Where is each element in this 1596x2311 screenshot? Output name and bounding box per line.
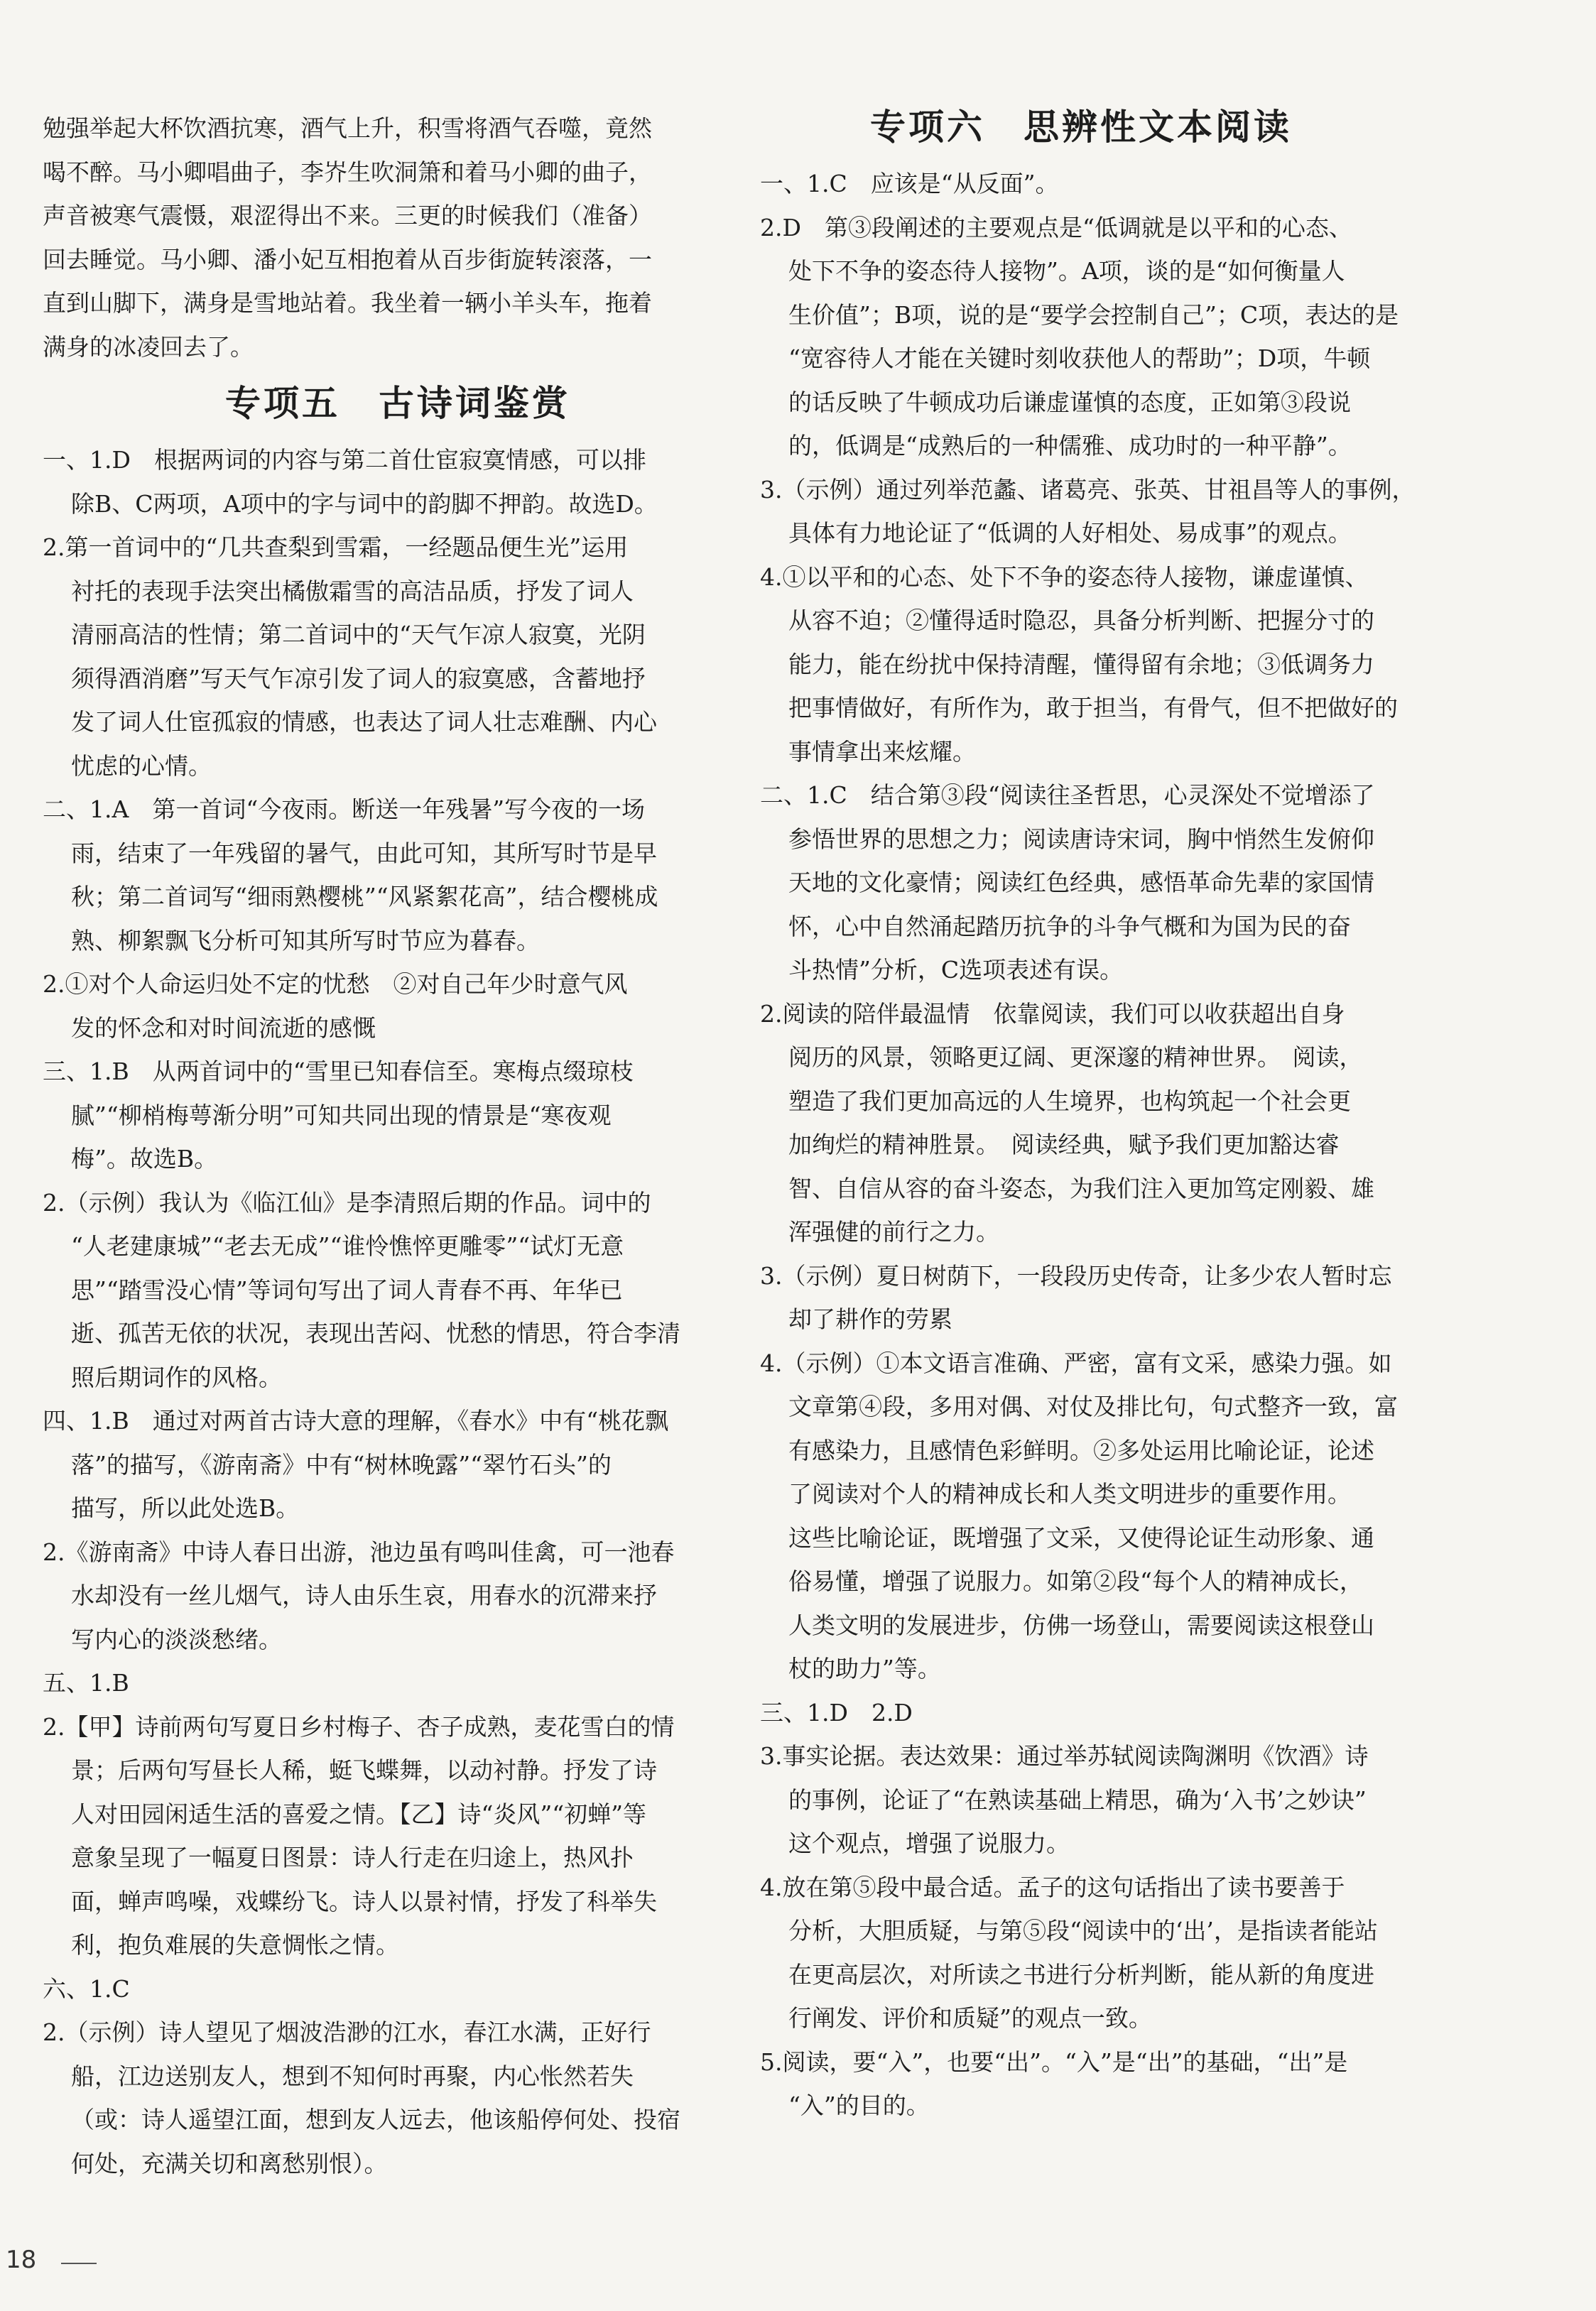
text-line: 四、1.B 通过对两首古诗大意的理解，《春水》中有“桃花飘 <box>43 1407 669 1435</box>
text-line: 回去睡觉。马小卿、潘小妃互相抱着从百步街旋转滚落，一 <box>43 245 652 273</box>
text-line: 水却没有一丝儿烟气，诗人由乐生哀，用春水的沉滞来抒 <box>71 1582 657 1609</box>
text-line: 发了词人仕宦孤寂的情感，也表达了词人壮志难酬、内心 <box>71 708 657 736</box>
text-line: 浑强健的前行之力。 <box>788 1218 999 1246</box>
text-line: 能力，能在纷扰中保持清醒，懂得留有余地；③低调务力 <box>788 650 1374 678</box>
text-line: 三、1.D 2.D <box>760 1698 913 1727</box>
text-line: 一、1.C 应该是“从反面”。 <box>760 170 1059 197</box>
section-five-answers <box>43 438 753 2185</box>
text-line: 杖的助力”等。 <box>788 1655 941 1682</box>
text-line: 雨，结束了一年残留的暑气，由此可知，其所写时节是早 <box>71 839 657 867</box>
text-line: 船，江边送别友人，想到不知何时再聚，内心怅然若失 <box>71 2062 634 2090</box>
text-line: 二、1.C 结合第③段“阅读往圣哲思，心灵深处不觉增添了 <box>760 781 1375 809</box>
text-line: 处下不争的姿态待人接物”。A项，谈的是“如何衡量人 <box>788 257 1345 285</box>
page-number-rule <box>61 2263 97 2264</box>
text-line: 智、自信从容的奋斗姿态，为我们注入更加笃定刚毅、雄 <box>788 1174 1374 1202</box>
text-line: 3.事实论据。表达效果：通过举苏轼阅读陶渊明《饮酒》诗 <box>760 1742 1369 1770</box>
text-line: 落”的描写，《游南斋》中有“树林晚露”“翠竹石头”的 <box>71 1450 612 1479</box>
section-five-title: 专项五 古诗词鉴赏 <box>225 383 570 424</box>
text-line: 秋；第二首词写“细雨熟樱桃”“风紧絮花高”，结合樱桃成 <box>71 883 658 910</box>
text-line: 行阐发、评价和质疑”的观点一致。 <box>788 2004 1152 2032</box>
right-column <box>760 107 1477 2128</box>
text-line: 写内心的淡淡愁绪。 <box>71 1625 282 1653</box>
section-six-title: 专项六 思辨性文本阅读 <box>870 107 1292 148</box>
text-line: 3.（示例）通过列举范蠡、诸葛亮、张英、甘祖昌等人的事例， <box>760 475 1416 504</box>
text-line: 从容不迫；②懂得适时隐忍，具备分析判断、把握分寸的 <box>788 607 1374 634</box>
text-line: 了阅读对个人的精神成长和人类文明进步的重要作用。 <box>788 1480 1351 1508</box>
text-line: 景；后两句写昼长人稀，蜓飞蝶舞，以动衬静。抒发了诗 <box>71 1756 657 1784</box>
text-line: 具体有力地论证了“低调的人好相处、易成事”的观点。 <box>788 519 1352 547</box>
text-line: 喝不醉。马小卿唱曲子，李岕生吹洞箫和着马小卿的曲子， <box>43 158 652 186</box>
text-line: 在更高层次，对所读之书进行分析判断，能从新的角度进 <box>788 1960 1374 1989</box>
text-line: 六、1.C <box>43 1974 130 2003</box>
text-line: 2.（示例）诗人望见了烟波浩渺的江水，春江水满，正好行 <box>43 2018 651 2046</box>
text-line: （或：诗人遥望江面，想到友人远去，他该船停何处、投宿 <box>71 2106 680 2133</box>
text-line: 却了耕作的劳累 <box>788 1305 952 1333</box>
text-line: 2.（示例）我认为《临江仙》是李清照后期的作品。词中的 <box>43 1188 651 1217</box>
text-line: 事情拿出来炫耀。 <box>788 737 976 766</box>
text-line: 5.阅读，要“入”，也要“出”。“入”是“出”的基础，“出”是 <box>760 2048 1348 2076</box>
text-line: 梅”。故选B。 <box>71 1145 218 1173</box>
text-line: 2.【甲】诗前两句写夏日乡村梅子、杏子成熟，麦花雪白的情 <box>43 1712 675 1741</box>
text-line: 的事例，论证了“在熟读基础上精思，确为‘入书’之妙诀” <box>788 1785 1367 1814</box>
left-column <box>43 107 753 2185</box>
text-line: 二、1.A 第一首词“今夜雨。断送一年残暑”写今夜的一场 <box>43 795 646 823</box>
text-line: 斗热情”分析，C选项表述有误。 <box>788 956 1124 984</box>
text-line: “宽容待人才能在关键时刻收获他人的帮助”；D项，牛顿 <box>788 344 1371 372</box>
text-line: 除B、C两项，A项中的字与词中的韵脚不押韵。故选D。 <box>71 489 658 518</box>
text-line: 有感染力，且感情色彩鲜明。②多处运用比喻论证，论述 <box>788 1436 1374 1464</box>
text-line: 4.放在第⑤段中最合适。孟子的这句话指出了读书要善于 <box>760 1873 1345 1901</box>
text-line: 2.阅读的陪伴最温情 依靠阅读，我们可以收获超出自身 <box>760 999 1345 1028</box>
page-number: 18 <box>6 2246 37 2274</box>
text-line: 4.①以平和的心态、处下不争的姿态待人接物，谦虚谨慎、 <box>760 562 1369 591</box>
text-line: 忧虑的心情。 <box>71 751 212 780</box>
text-line: 的话反映了牛顿成功后谦虚谨慎的态度，正如第③段说 <box>788 388 1351 416</box>
text-line: 2.第一首词中的“几共查梨到雪霜，一经题品便生光”运用 <box>43 533 629 561</box>
text-line: 思”“踏雪没心情”等词句写出了词人青春不再、年华已 <box>71 1276 623 1304</box>
text-line: “入”的目的。 <box>788 2092 930 2119</box>
text-line: 参悟世界的思想之力；阅读唐诗宋词，胸中悄然生发俯仰 <box>788 825 1374 853</box>
text-line: “人老建康城”“老去无成”“谁怜憔悴更雕零”“试灯无意 <box>71 1232 624 1260</box>
text-line: 利，抱负难展的失意惆怅之情。 <box>71 1931 399 1959</box>
text-line: 2.D 第③段阐述的主要观点是“低调就是以平和的心态、 <box>760 213 1352 241</box>
text-line: 三、1.B 从两首词中的“雪里已知春信至。寒梅点缀琼枝 <box>43 1057 634 1085</box>
text-line: 直到山脚下，满身是雪地站着。我坐着一辆小羊头车，拖着 <box>43 289 652 317</box>
text-line: 照后期词作的风格。 <box>71 1363 282 1391</box>
text-line: 这些比喻论证，既增强了文采，又使得论证生动形象、通 <box>788 1523 1374 1552</box>
intro-paragraph <box>43 107 753 369</box>
text-line: 这个观点，增强了说服力。 <box>788 1829 1070 1857</box>
text-line: 声音被寒气震慑，艰涩得出不来。三更的时候我们（准备） <box>43 202 652 229</box>
text-line: 须得酒消磨”写天气乍凉引发了词人的寂寞感，含蓄地抒 <box>71 664 646 692</box>
section-six-answers <box>760 162 1477 2128</box>
text-line: 怀，心中自然涌起踏历抗争的斗争气概和为国为民的奋 <box>788 912 1351 940</box>
text-line: 分析，大胆质疑，与第⑤段“阅读中的‘出’，是指读者能站 <box>788 1917 1378 1945</box>
text-line: 面，蝉声鸣噪，戏蝶纷飞。诗人以景衬情，抒发了科举失 <box>71 1887 657 1915</box>
text-line: 五、1.B <box>43 1669 129 1697</box>
text-line: 文章第④段，多用对偶、对仗及排比句，句式整齐一致，富 <box>788 1393 1398 1420</box>
text-line: 清丽高洁的性情；第二首词中的“天气乍凉人寂寞，光阴 <box>71 621 646 648</box>
text-line: 发的怀念和对时间流逝的感慨 <box>71 1013 376 1042</box>
text-line: 熟、柳絮飘飞分析可知其所写时节应为暮春。 <box>71 926 540 955</box>
text-line: 阅历的风景，领略更辽阔、更深邃的精神世界。 阅读， <box>788 1043 1363 1071</box>
text-line: 2.《游南斋》中诗人春日出游，池边虽有鸣叫佳禽，可一池春 <box>43 1538 675 1566</box>
text-line: 一、1.D 根据两词的内容与第二首仕宦寂寞情感，可以排 <box>43 446 646 474</box>
text-line: 4.（示例）①本文语言准确、严密，富有文采，感染力强。如 <box>760 1349 1392 1377</box>
text-line: 加绚烂的精神胜景。 阅读经典，赋予我们更加豁达睿 <box>788 1131 1340 1158</box>
text-line: 把事情做好，有所作为，敢于担当，有骨气，但不把做好的 <box>788 694 1398 722</box>
text-line: 满身的冰凌回去了。 <box>43 332 254 361</box>
text-line: 俗易懂，增强了说服力。如第②段“每个人的精神成长， <box>788 1567 1363 1595</box>
text-line: 衬托的表现手法突出橘傲霜雪的高洁品质，抒发了词人 <box>71 577 634 605</box>
text-line: 何处，充满关切和离愁别恨）。 <box>71 2149 388 2177</box>
text-line: 的，低调是“成熟后的一种儒雅、成功时的一种平静”。 <box>788 432 1352 460</box>
text-line: 生价值”；B项，说的是“要学会控制自己”；C项，表达的是 <box>788 300 1399 329</box>
text-line: 人对田园闲适生活的喜爱之情。【乙】诗“炎风”“初蝉”等 <box>71 1800 646 1828</box>
text-line: 勉强举起大杯饮酒抗寒，酒气上升，积雪将酒气吞噬，竟然 <box>43 114 652 142</box>
text-line: 描写，所以此处选B。 <box>71 1494 300 1522</box>
text-line: 2.①对个人命运归处不定的忧愁 ②对自己年少时意气风 <box>43 970 628 998</box>
text-line: 塑造了我们更加高远的人生境界，也构筑起一个社会更 <box>788 1087 1351 1115</box>
text-line: 天地的文化豪情；阅读红色经典，感悟革命先辈的家国情 <box>788 869 1374 896</box>
text-line: 3.（示例）夏日树荫下，一段段历史传奇，让多少农人暂时忘 <box>760 1261 1392 1290</box>
text-line: 逝、孤苦无依的状况，表现出苦闷、忧愁的情思，符合李清 <box>71 1320 680 1347</box>
text-line: 人类文明的发展进步，仿佛一场登山，需要阅读这根登山 <box>788 1611 1374 1639</box>
text-line: 腻”“柳梢梅萼渐分明”可知共同出现的情景是“寒夜观 <box>71 1101 612 1129</box>
text-line: 意象呈现了一幅夏日图景：诗人行走在归途上，热风扑 <box>71 1844 634 1871</box>
